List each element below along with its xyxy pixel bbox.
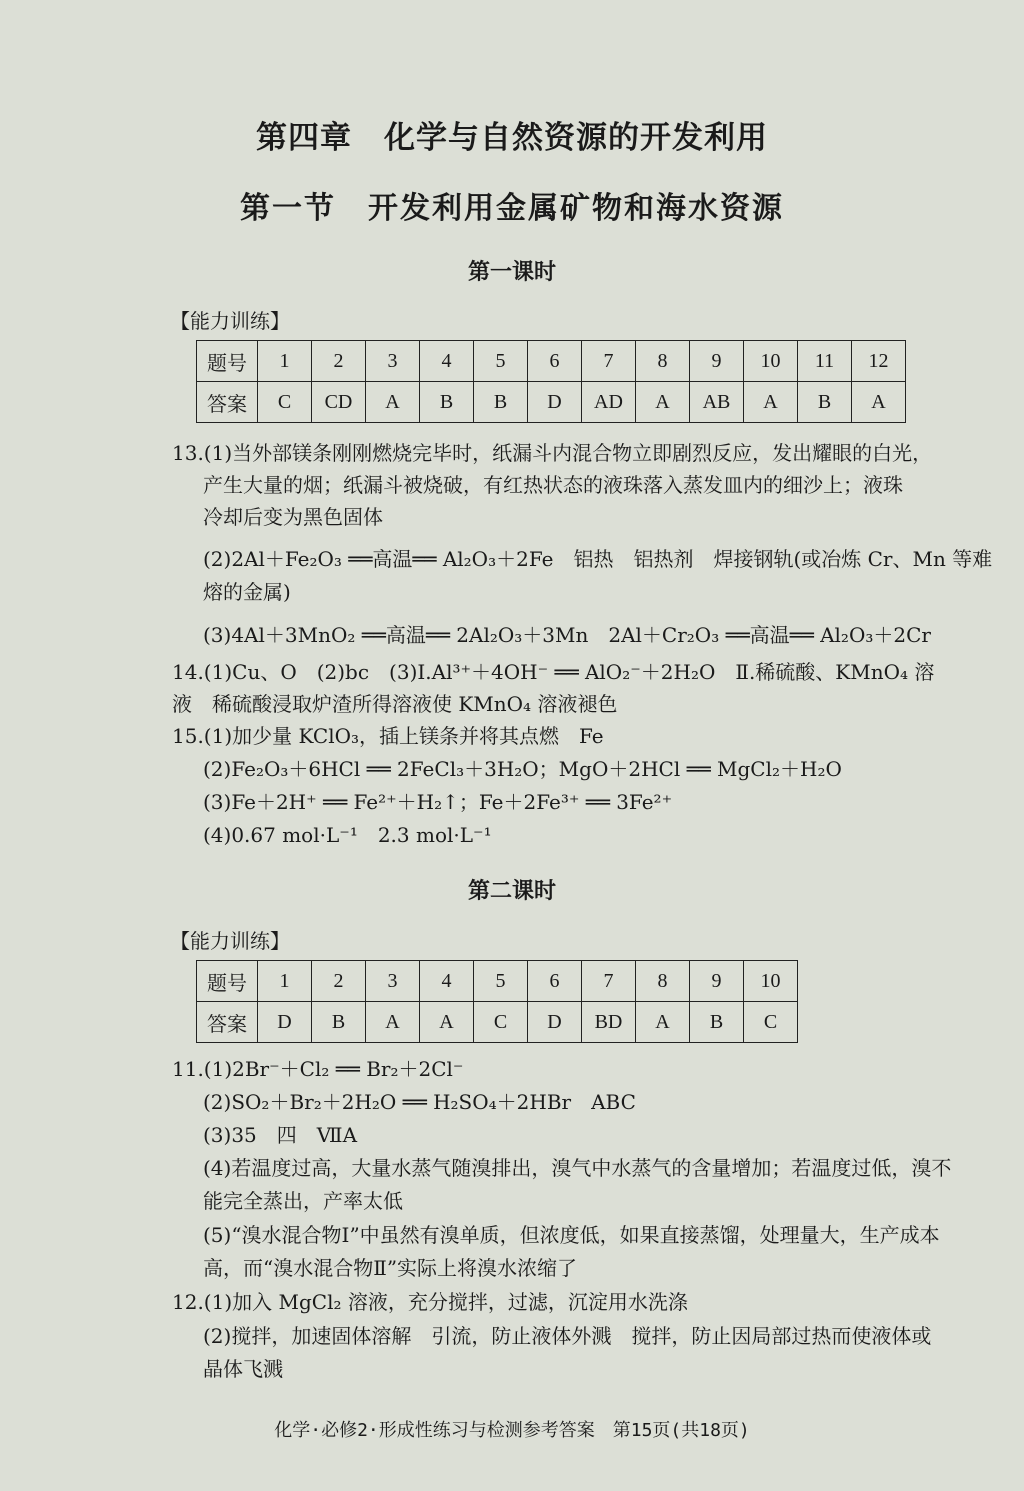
section-title: 第一节 开发利用金属矿物和海水资源 — [240, 191, 784, 226]
answer-line: 14.(1)Cu、O (2)bc (3)Ⅰ.Al³⁺＋4OH⁻ ══ AlO₂⁻＋2H₂O Ⅱ.稀硫酸、KMnO₄ 溶 — [172, 660, 935, 684]
answer-line: (2)搅拌，加速固体溶解 引流，防止液体外溅 搅拌，防止因局部过热而使液体或 — [203, 1324, 932, 1348]
table-cell: A — [636, 382, 690, 423]
table-cell: 7 — [582, 961, 636, 1002]
table-cell: C — [474, 1002, 528, 1043]
answer-line: (5)“溴水混合物Ⅰ”中虽然有溴单质，但浓度低，如果直接蒸馏，处理量大，生产成本 — [203, 1223, 940, 1247]
table-cell: 4 — [420, 341, 474, 382]
answer-line: (2)SO₂＋Br₂＋2H₂O ══ H₂SO₄＋2HBr ABC — [203, 1090, 636, 1114]
table-cell: 10 — [744, 341, 798, 382]
table-cell: A — [420, 1002, 474, 1043]
table-cell: D — [528, 382, 582, 423]
answer-line: 13.(1)当外部镁条刚刚燃烧完毕时，纸漏斗内混合物立即剧烈反应，发出耀眼的白光， — [172, 441, 933, 465]
table-cell: B — [690, 1002, 744, 1043]
lesson2-answer-table — [196, 960, 798, 1043]
table-cell: D — [528, 1002, 582, 1043]
table-cell: 1 — [258, 341, 312, 382]
page-footer: 化学·必修2·形成性练习与检测参考答案 第15页(共18页) — [274, 1420, 750, 1441]
answer-line: (2)Fe₂O₃＋6HCl ══ 2FeCl₃＋3H₂O；MgO＋2HCl ══ MgCl₂＋H₂O — [203, 757, 842, 781]
table-cell: 3 — [366, 341, 420, 382]
table-cell: CD — [312, 382, 366, 423]
table-cell: B — [312, 1002, 366, 1043]
answer-line: (3)Fe＋2H⁺ ══ Fe²⁺＋H₂↑；Fe＋2Fe³⁺ ══ 3Fe²⁺ — [203, 790, 673, 814]
lesson1-answer-table — [196, 340, 906, 423]
table-answer-label: 答案 — [197, 382, 258, 423]
lesson2-label: 【能力训练】 — [170, 929, 290, 953]
answer-line: 能完全蒸出，产率太低 — [203, 1189, 403, 1213]
lesson1-label: 【能力训练】 — [170, 309, 290, 333]
table-row-numbers — [197, 961, 798, 1002]
chapter-title: 第四章 化学与自然资源的开发利用 — [256, 120, 768, 156]
answer-line: 产生大量的烟；纸漏斗被烧破，有红热状态的液珠落入蒸发皿内的细沙上；液珠 — [203, 473, 903, 497]
table-cell: A — [366, 382, 420, 423]
lesson1-title: 第一课时 — [467, 259, 556, 285]
table-cell: 8 — [636, 961, 690, 1002]
table-cell: 7 — [582, 341, 636, 382]
table-cell: 9 — [690, 341, 744, 382]
table-cell: 6 — [528, 961, 582, 1002]
table-cell: B — [420, 382, 474, 423]
table-cell: 6 — [528, 341, 582, 382]
table-row-answers — [197, 382, 906, 423]
answer-line: (3)4Al＋3MnO₂ ══高温══ 2Al₂O₃＋3Mn 2Al＋Cr₂O₃ ══高温══ Al₂O₃＋2Cr — [203, 623, 931, 647]
table-cell: 9 — [690, 961, 744, 1002]
table-cell: A — [366, 1002, 420, 1043]
table-head-label: 题号 — [197, 961, 258, 1002]
answer-line: 11.(1)2Br⁻＋Cl₂ ══ Br₂＋2Cl⁻ — [172, 1057, 464, 1081]
table-cell: AB — [690, 382, 744, 423]
answer-line: 12.(1)加入 MgCl₂ 溶液，充分搅拌，过滤，沉淀用水洗涤 — [172, 1290, 688, 1314]
table-head-label: 题号 — [197, 341, 258, 382]
answer-line: 15.(1)加少量 KClO₃，插上镁条并将其点燃 Fe — [172, 724, 604, 748]
table-cell: BD — [582, 1002, 636, 1043]
table-cell: 4 — [420, 961, 474, 1002]
answer-line: 熔的金属) — [203, 580, 291, 604]
table-cell: 10 — [744, 961, 798, 1002]
table-answer-label: 答案 — [197, 1002, 258, 1043]
table-cell: 11 — [798, 341, 852, 382]
table-cell: B — [798, 382, 852, 423]
answer-line: (3)35 四 ⅦA — [203, 1123, 358, 1147]
table-row-numbers — [197, 341, 906, 382]
table-cell: 2 — [312, 341, 366, 382]
answer-line: (4)若温度过高，大量水蒸气随溴排出，溴气中水蒸气的含量增加；若温度过低，溴不 — [203, 1156, 952, 1180]
answer-line: (2)2Al＋Fe₂O₃ ══高温══ Al₂O₃＋2Fe 铝热 铝热剂 焊接钢轨(或冶炼 Cr、Mn 等难 — [203, 547, 993, 571]
answer-line: 晶体飞溅 — [203, 1357, 283, 1381]
table-cell: A — [852, 382, 906, 423]
table-cell: 5 — [474, 961, 528, 1002]
answer-line: (4)0.67 mol·L⁻¹ 2.3 mol·L⁻¹ — [203, 823, 492, 847]
table-cell: 5 — [474, 341, 528, 382]
table-cell: A — [744, 382, 798, 423]
table-cell: AD — [582, 382, 636, 423]
table-cell: 12 — [852, 341, 906, 382]
table-cell: 2 — [312, 961, 366, 1002]
table-cell: C — [744, 1002, 798, 1043]
table-cell: A — [636, 1002, 690, 1043]
answer-line: 液 稀硫酸浸取炉渣所得溶液使 KMnO₄ 溶液褪色 — [172, 692, 618, 716]
answer-line: 高，而“溴水混合物Ⅱ”实际上将溴水浓缩了 — [203, 1256, 578, 1280]
table-cell: B — [474, 382, 528, 423]
table-cell: C — [258, 382, 312, 423]
table-cell: 3 — [366, 961, 420, 1002]
table-row-answers — [197, 1002, 798, 1043]
table-cell: D — [258, 1002, 312, 1043]
table-cell: 8 — [636, 341, 690, 382]
answer-line: 冷却后变为黑色固体 — [203, 505, 383, 529]
table-cell: 1 — [258, 961, 312, 1002]
lesson2-title: 第二课时 — [467, 878, 556, 904]
